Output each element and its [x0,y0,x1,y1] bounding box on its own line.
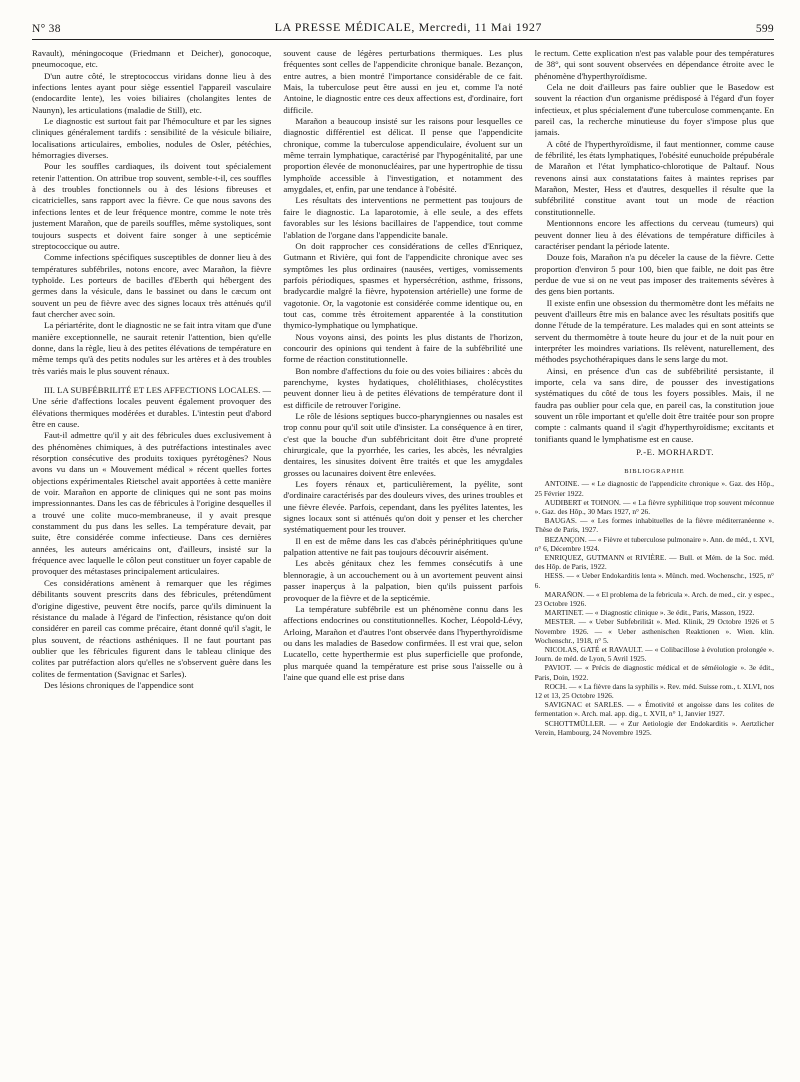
running-header [32,16,774,40]
paragraph: Ces considérations amènent à remarquer que les régimes débilitants souvent prescrits dans des fébricules, prétendûment d'origine digestive, peuvent être nocifs, parce qu'ils diminuent la résistance du malade à l'égard de l'infection, résistance qu'on doit considérer en pareil cas comme précaire, étant donné qu'il s'agit, le plus souvent, de réactions asthéniques. Il ne faut pourtant pas oublier que les fébricules figurent dans le tableau clinique des colites par putréfaction alors qu'elles ne s'observent guère dans les colites de fermentation (Savignac et Sarles). [32,577,272,679]
paragraph: D'un autre côté, le streptococcus viridans donne lieu à des infections lentes ayant pour siège essentiel l'appareil vasculaire (endocardite lente), les voies biliaires (cholangites lentes de Naunyn), les articulations (maladie de Still), etc. [32,70,272,115]
section-heading-paragraph: III. LA SUBFÉBRILITÉ ET LES AFFECTIONS LOCALES. — Une série d'affections locales peuvent également provoquer des élévations thermiques modérées et durables. L'intestin peut d'abord être en cause. [32,384,272,429]
column-3 [535,48,774,1074]
paragraph: Ravault), méningocoque (Friedmann et Deicher), gonocoque, pneumocoque, etc. [32,48,272,70]
paragraph: A côté de l'hyperthyroïdisme, il faut mentionner, comme cause de fébrilité, les états lymphatiques, l'obésité eunuchoïde prépubérale de Marañon et l'état lymphatico-chlorotique de Paltauf. Nous revenons ainsi aux constatations faites à maintes reprises par Marañon, Mester, Hess et d'autres, desquelles il résulte que la subfébrilité constitue avant tout un mode de réaction constitutionnelle. [534,138,774,217]
paragraph: La température subfébrile est un phénomène connu dans les affections endocrines ou constitutionnelles. Kocher, Léopold-Lévy, Arloing, Marañon et d'autres l'ont observée dans l'hyperthyroïdisme ou dans les maladies de Basedow confirmées. Il est vrai que, selon Lucatello, cette hyperthermie est plus superficielle que profonde, plus marquée quand la température est prise sous l'aisselle ou à l'aine que quand elle est prise dans [283,603,523,682]
bibliography-entry: HESS. — « Ueber Endokarditis lenta ». Münch. med. Wochenschr., 1925, n° 6. [534,571,774,590]
paragraph: Bon nombre d'affections du foie ou des voies biliaires : abcès du parenchyme, kystes hydatiques, cholélithiases, cholécystites peuvent donner lieu à de petites élévations de température dont il est difficile de retrouver l'origine. [283,365,523,410]
paragraph: La périartérite, dont le diagnostic ne se fait intra vitam que d'une manière exceptionnelle, ne saurait retenir l'attention, bien qu'elle donne, dans la règle, lieu à des petites élévations de température en même temps qu'à des petits nodules sur les artères et à des troubles très variés mais le plus souvent rénaux. [32,320,272,376]
paragraph: Faut-il admettre qu'il y ait des fébricules dues exclusivement à des phénomènes chimiques, à des putréfactions intestinales avec résorption consécutive des produits toxiques pyrétogènes? Nous avons vu dans un « Mouvement médical » récent quelles fortes objections expérimentales Rietschel avait apportées à cette manière de voir. Marañon en apporte de cliniques qui ne sont pas moins impressionnantes. Dans les cas de fébricules à l'origine desquelles il a trouvé une colite muco-membraneuse, il y avait presque constamment du pus dans les selles. La température devait, par suite, être considérée comme infectieuse. Dans ces dernières années, les auteurs américains ont, d'ailleurs, insisté sur la fréquence avec laquelle le côlon peut constituer un foyer capable de provoquer des métastases principalement articulaires. [32,430,272,577]
paragraph: Nous voyons ainsi, des points les plus distants de l'horizon, concourir des opinions qui tendent à faire de la subfébrilité une forme de réaction constitutionnelle. [283,331,523,365]
bibliography-heading: BIBLIOGRAPHIE [624,468,685,476]
paragraph: Le rôle de lésions septiques bucco-pharyngiennes ou nasales est trop connu pour qu'il soit utile d'insister. La conséquence à en tirer, c'est que la bouche d'un subfébricitant doit être d'une propreté chirurgicale, que la pyorrhée, les caries, les abcès, les névralgies dentaires, les sinusites doivent être traités et que les amygdales grosses ou lacunaires doivent être enlevées. [283,411,523,478]
paragraph: Les abcès génitaux chez les femmes consécutifs à une blennoragie, à un accouchement ou à un avortement peuvent ainsi passer inaperçus à la palpation, bien qu'ils puissent parfois provoquer de la fièvre et de la septicémie. [283,558,523,603]
paragraph: Il existe enfin une obsession du thermomètre dont les méfaits ne peuvent d'ailleurs être mis en balance avec les résultats positifs que donne l'étude de la température. Les malades qui en sont atteints se servent du thermomètre à toute heure du jour et de la nuit pour en interpréter les moindres variations. Ils relèvent, naturellement, des méthodes psychothérapiques dans le sens large du mot. [534,297,774,365]
paragraph: Douze fois, Marañon n'a pu déceler la cause de la fièvre. Cette proportion d'environ 5 pour 100, bien que faible, ne doit pas être perdue de vue si on ne veut pas imposer des traitements sévères à des gens bien portants. [534,252,774,297]
article-columns [32,48,774,1074]
bibliography [535,479,774,737]
issue-number: N° 38 [32,23,61,35]
bibliography-entry: MARTINET. — « Diagnostic clinique ». 3e édit., Paris, Masson, 1922. [544,608,755,618]
paragraph: Les foyers rénaux et, particulièrement, la pyélite, sont d'ordinaire caractérisés par des douleurs vives, des urines troubles et une fièvre élevée. Parfois, cependant, dans les pyélites latentes, les signes locaux sont si atténués qu'on doit y penser et les chercher systématiquement pour les trouver. [283,479,523,535]
column-2 [283,48,522,1074]
bibliography-entry: PAVIOT. — « Précis de diagnostic médical et de séméiologie ». 3e édit., Paris, Doin, 1922. [534,663,774,682]
column-1 [32,48,271,1074]
paragraph: Les résultats des interventions ne permettent pas toujours de faire le diagnostic. La laparotomie, à elle seule, a des effets favorables sur les lésions bacillaires de l'appendice, tout comme l'ablation de l'organe dans l'appendicite banale. [283,195,523,240]
paragraph: Ainsi, en présence d'un cas de subfébrilité persistante, il importe, cela va sans dire, de pousser des investigations systématiques du côté de tous les foyers possibles. Mais, il ne faudra pas oublier pour cela que, en pareil cas, la constitution joue souvent un rôle important et qu'elle doit être traitée pour son propre compte : calmants quand il s'agit d'hyperthyroïdisme; excitants et tonifiants quand le lymphatisme est en cause. [534,365,774,444]
bibliography-entry: ROCH. — « La fièvre dans la syphilis ». Rev. méd. Suisse rom., t. XLVI, nos 12 et 13, 25 Octobre 1926. [534,681,774,701]
author-signature: P.-E. MORHARDT. [636,447,714,458]
journal-title: LA PRESSE MÉDICALE, Mercredi, 11 Mai 1927 [274,20,543,34]
paragraph: souvent cause de légères perturbations thermiques. Les plus fréquentes sont celles de l'appendicite chronique banale. Bezançon, entre autres, a bien montré l'importance considérable de ce fait. Mais, la tuberculose peut être aussi en jeu et, comme l'a noté Antoine, le diagnostic entre ces deux affections est, d'ordinaire, fort difficile. [283,48,523,115]
bibliography-entry: ENRIQUEZ, GUTMANN et RIVIÈRE. — Bull. et Mém. de la Soc. méd. des Hôp. de Paris, 1922. [534,553,774,572]
paragraph: Marañon a beaucoup insisté sur les raisons pour lesquelles ce diagnostic différentiel est délicat. Il pense que l'appendicite chronique, comme la tuberculose appendiculaire, évoluent sur un même terrain lymphatique, caractérisé par l'hypogénitalité, par une proportion élevée de mononucléaires, par une hypertrophie de tissu lymphoïde accessible à l'investigation, et notamment des amygdales, et, enfin, par une tendance à l'obésité. [283,116,523,195]
bibliography-entry: SCHOTTMÜLLER. — « Zur Aetiologie der Endokarditis ». Aertzlicher Verein, Hambourg, 24 Novembre 1925. [534,718,774,737]
paragraph: Cela ne doit d'ailleurs pas faire oublier que le Basedow est souvent la réaction d'un organisme prédisposé à l'égard d'un foyer infectieux, et plus spécialement d'une tuberculose commençante. En pareil cas, la recherche minutieuse du foyer s'impose plus que jamais. [534,82,774,138]
page-number: 599 [755,23,774,35]
paragraph: Des lésions chroniques de l'appendice sont [44,679,194,690]
bibliography-entry: MESTER. — « Ueber Subfebrilität ». Med. Klinik, 29 Octobre 1926 et 5 Novembre 1926. — « Ueber asthenischen Reaktionen ». Wien. klin. Wochenschr., 1918, n° 5. [534,617,774,645]
paragraph: Il en est de même dans les cas d'abcès périnéphritiques qu'une palpation attentive ne fait pas toujours découvrir aisément. [283,535,523,558]
bibliography-entry: NICOLAS, GATÉ et RAVAULT. — « Colibacillose à évolution prolongée ». Journ. de méd. de Lyon, 5 Avril 1925. [534,645,774,664]
paragraph: Le diagnostic est surtout fait par l'hémoculture et par les signes cliniques généralement tardifs : sensibilité de la vésicule biliaire, localisations articulaires, embolies, nodules de Osler, pétéchies, hémorragies diverses. [32,116,272,161]
bibliography-entry: MARAÑON. — « El problema de la febricula ». Arch. de med., cir. y espec., 23 Octobre 1926. [534,589,774,609]
bibliography-entry: SAVIGNAC et SARLES. — « Émotivité et angoisse dans les colites de fermentation ». Arch. mal. app. dig., t. XVII, n° 1, Janvier 1927. [534,700,774,719]
bibliography-entry: AUDIBERT et TOINON. — « La fièvre syphilitique trop souvent méconnue ». Gaz. des Hôp., 30 Mars 1927, n° 26. [534,497,774,516]
paragraph: le rectum. Cette explication n'est pas valable pour des températures de 38°, qui sont souvent observées en dépendance étroite avec le phénomène d'hyperthyroïdisme. [534,48,774,81]
paragraph: Pour les souffles cardiaques, ils doivent tout spécialement retenir l'attention. On attribue trop souvent, semble-t-il, ces souffles à des troubles fonctionnels ou à des lésions fibreuses et cicatricielles, sans rapport avec la fièvre. Ce que nous savons des infections lentes et de leur fréquence montre, comme le note très justement Marañon, que de pareils souffles, même systoliques, sont toujours suspects et doivent faire songer à une septicémie streptococcique ou autre. [32,161,272,251]
bibliography-entry: BEZANÇON. — « Fièvre et tuberculose pulmonaire ». Ann. de méd., t. XVI, n° 6, Décembre 1924. [534,534,774,553]
paragraph: On doit rapprocher ces considérations de celles d'Enriquez, Gutmann et Rivière, qui font de l'appendicite chronique avec ses symptômes les plus ordinaires (nausées, vertiges, vomissements parfois périodiques, spasmes et hypersécrétion, asthme, frissons, bradycardie malgré la fièvre, hypotension artérielle) une forme de vagotonie. Or, la vagotonie est considérée comme identique ou, en tout cas, comme très étroitement apparentée à la constitution thymico-lymphatique ou lymphatique. [283,240,523,331]
paragraph: Mentionnons encore les affections du cerveau (tumeurs) qui peuvent donner lieu à des élévations de température difficiles à caractériser pendant la période latente. [534,218,774,251]
bibliography-entry: BAUGAS. — « Les formes inhabituelles de la fièvre méditerranéenne ». Thèse de Paris, 1927. [534,516,774,535]
paragraph: Comme infections spécifiques susceptibles de donner lieu à des températures subfébriles, notons encore, avec Marañon, la fièvre typhoïde. Les porteurs de bacilles d'Eberth qui hébergent des germes dans la vésicule, dans le bassinet ou dans le cæcum ont souvent un peu de fièvre avec des signes locaux très atténués qu'il faut chercher avec soin. [32,252,272,319]
bibliography-entry: ANTOINE. — « Le diagnostic de l'appendicite chronique ». Gaz. des Hôp., 25 Février 1922. [534,479,774,498]
